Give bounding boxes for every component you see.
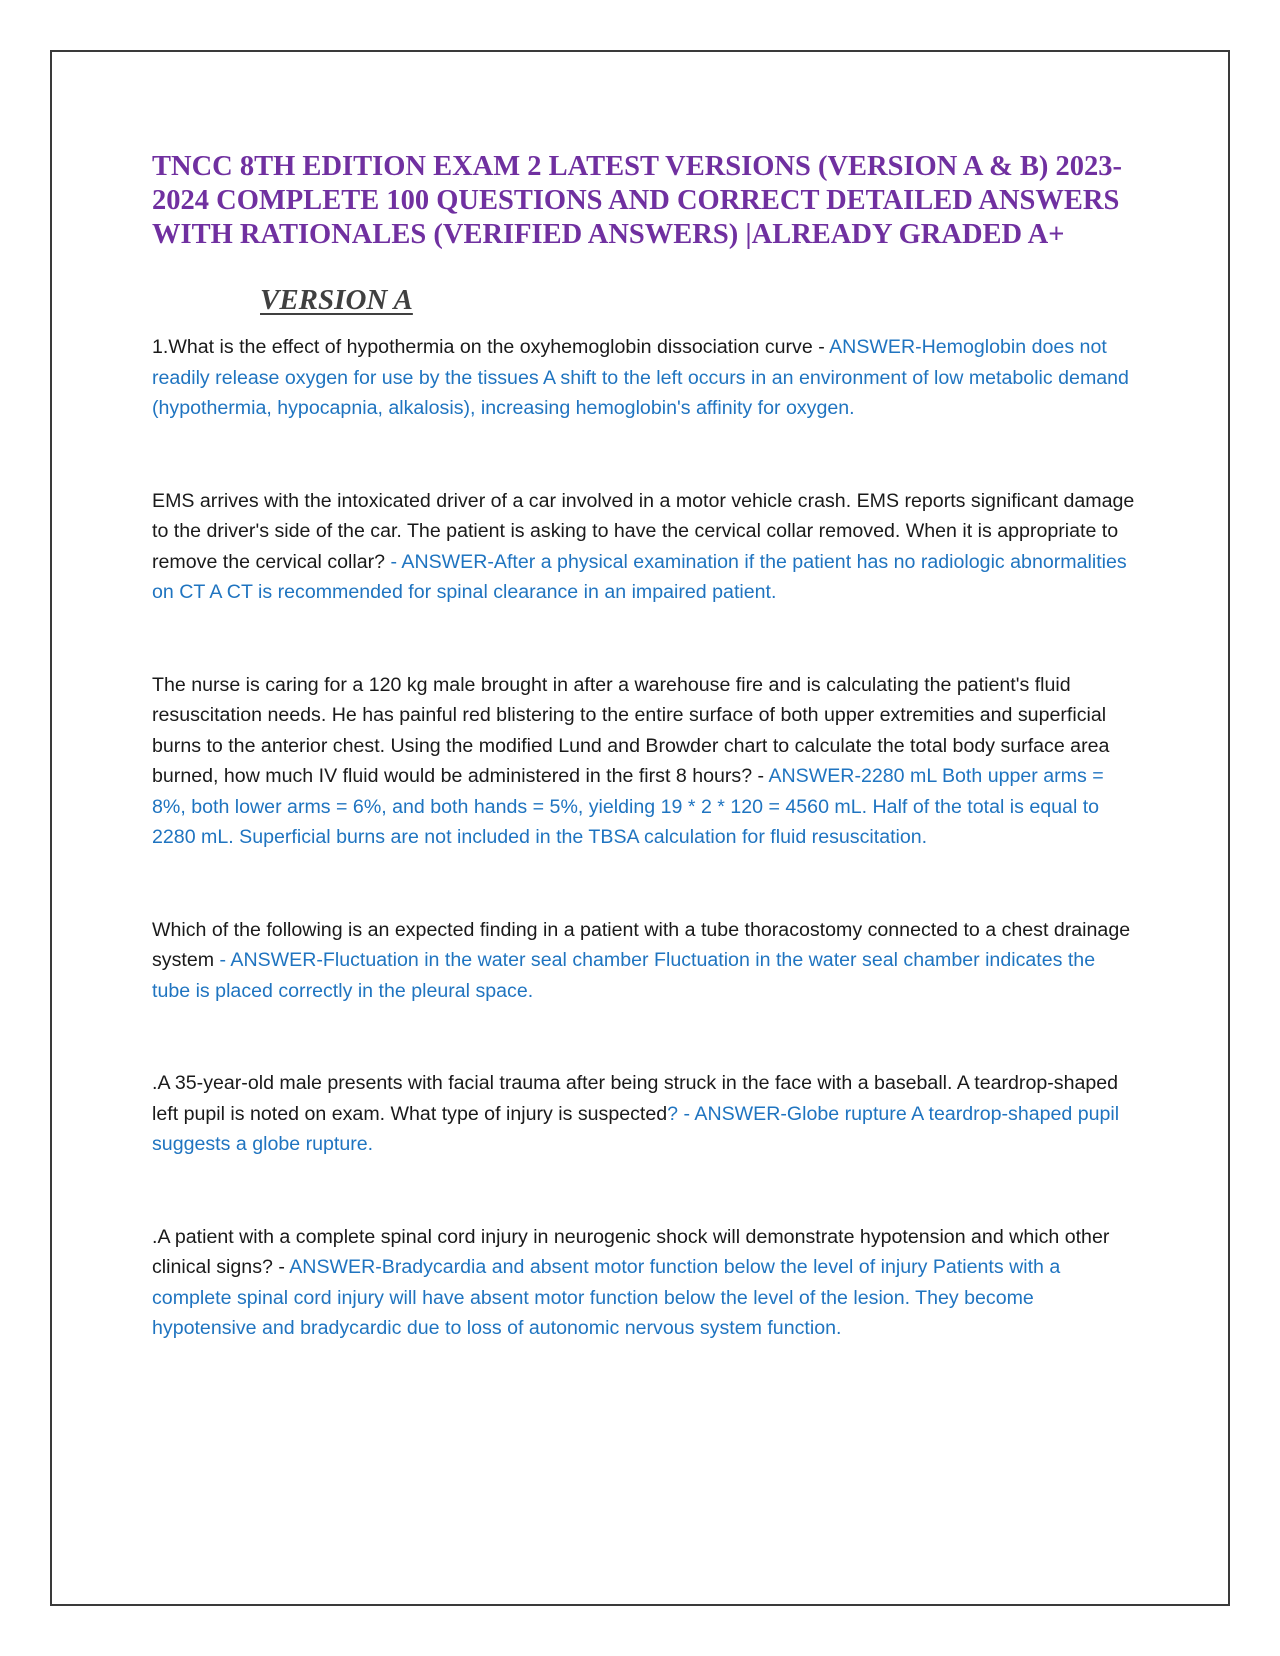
question-text: EMS arrives with the intoxicated driver of a car involved in a motor vehicle crash. EMS reports significant damage to the driver's side of the car. The patient is asking to have the cervical collar removed. When it is appropriate to remove the cervical collar?	[152, 489, 1135, 573]
question-text: The nurse is caring for a 120 kg male brought in after a warehouse fire and is calculating the patient's fluid resuscitation needs. He has painful red blistering to the entire surface of both upper extremities and superficial burns to the anterior chest. Using the modified Lund and Browder chart to calculate the total body surface area burned, how much IV fluid would be administered in the first 8 hours? -	[152, 673, 1110, 787]
answer-text: ANSWER-2280 mL Both upper arms = 8%, both lower arms = 6%, and both hands = 5%, yielding 19 * 2 * 120 = 4560 mL. Half of the total is equal to 2280 mL. Superficial burns are not included in the TBSA calculation for fluid resuscitation.	[152, 765, 1104, 848]
answer-text: - ANSWER-Fluctuation in the water seal chamber Fluctuation in the water seal chamber indicates the tube is placed correctly in the pleural space.	[152, 949, 1096, 1002]
question-text: 1.What is the effect of hypothermia on the oxyhemoglobin dissociation curve -	[152, 336, 830, 358]
qa-item	[152, 915, 1137, 1007]
answer-text: ANSWER-Bradycardia and absent motor function below the level of injury Patients with a complete spinal cord injury will have absent motor function below the level of the lesion. They become hypotensive and bradycardic due to loss of autonomic nervous system function.	[152, 1256, 1061, 1339]
document-body	[152, 150, 1137, 1344]
document-title: TNCC 8TH EDITION EXAM 2 LATEST VERSIONS (VERSION A & B) 2023-2024 COMPLETE 100 QUESTIONS AND CORRECT DETAILED ANSWERS WITH RATIONALES (VERIFIED ANSWERS) |ALREADY GRADED A+	[152, 151, 1122, 250]
qa-list	[152, 332, 1137, 1344]
question-text: Which of the following is an expected finding in a patient with a tube thoracostomy connected to a chest drainage system	[152, 918, 1131, 971]
question-text: .A patient with a complete spinal cord injury in neurogenic shock will demonstrate hypotension and which other clinical signs? -	[152, 1225, 1110, 1278]
qa-item	[152, 1222, 1137, 1344]
question-text: .A 35-year-old male presents with facial trauma after being struck in the face with a baseball. A teardrop-shaped left pupil is noted on exam. What type of injury is suspected	[152, 1072, 1119, 1125]
answer-text: ? - ANSWER-Globe rupture A teardrop-shaped pupil suggests a globe rupture.	[152, 1102, 1120, 1155]
answer-text: ANSWER-Hemoglobin does not readily release oxygen for use by the tissues A shift to the left occurs in an environment of low metabolic demand (hypothermia, hypocapnia, alkalosis), increasing hemoglobin's affinity for oxygen.	[152, 336, 1129, 419]
version-heading: VERSION A	[260, 284, 413, 316]
qa-item	[152, 1068, 1137, 1160]
answer-text: - ANSWER-After a physical examination if the patient has no radiologic abnormalities on CT A CT is recommended for spinal clearance in an impaired patient.	[152, 550, 1127, 603]
qa-item	[152, 332, 1137, 424]
qa-item	[152, 670, 1137, 853]
qa-item	[152, 486, 1137, 608]
